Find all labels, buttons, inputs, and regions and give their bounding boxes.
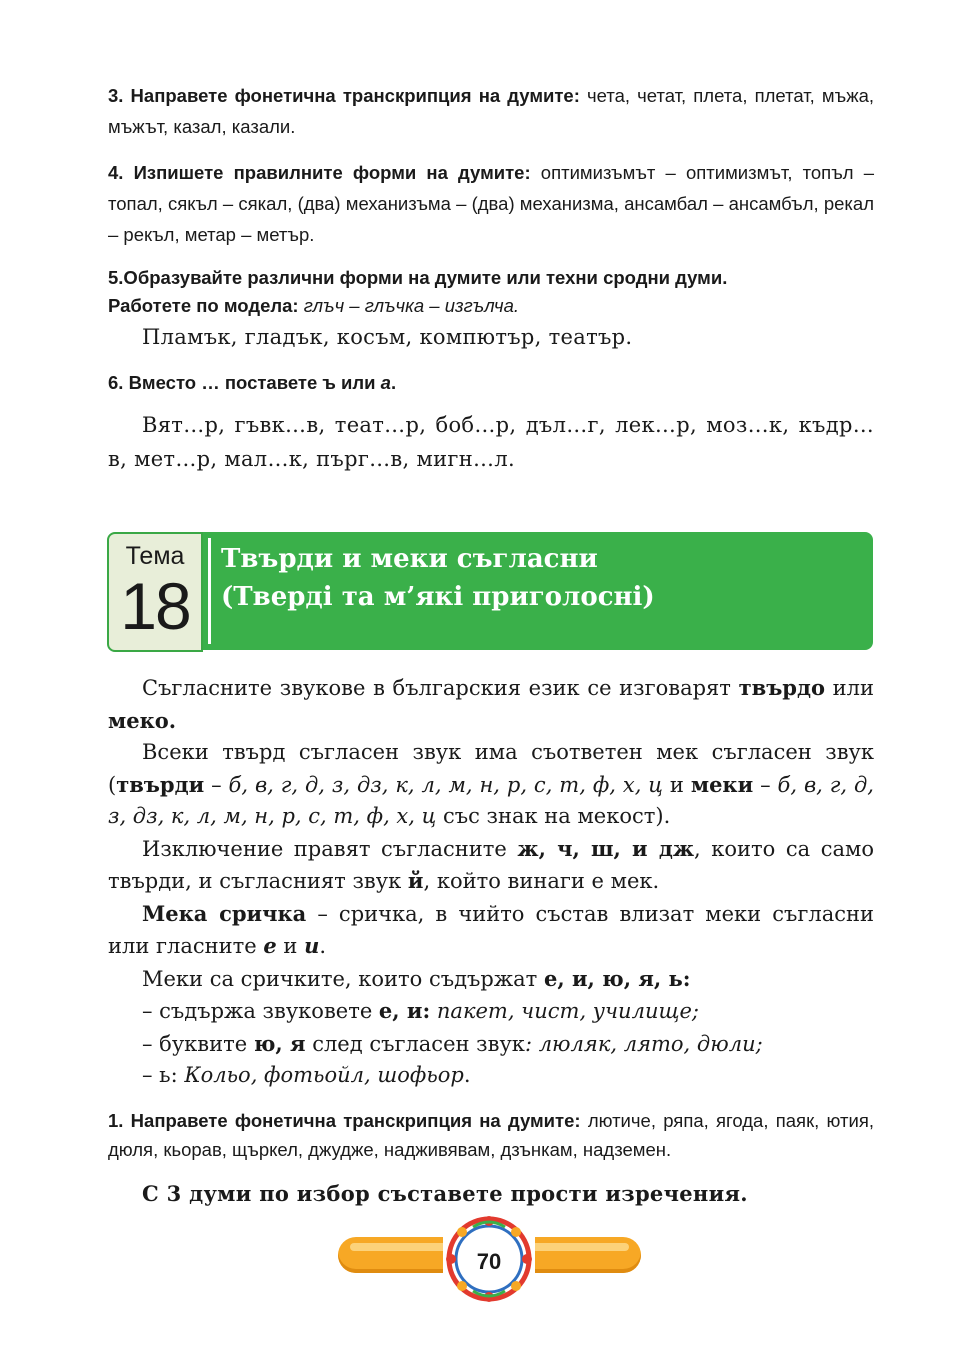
topic-word: Тема <box>125 542 185 570</box>
theory-text-span: Изключение правят съгласните <box>142 836 518 861</box>
theory-paragraph-1 <box>108 672 874 737</box>
theory-text-span: или <box>825 676 874 700</box>
theory-list-item-1 <box>108 995 874 1028</box>
task-5-model-label: Работете по модела: <box>108 295 299 316</box>
theory-text-span: . <box>463 1063 471 1087</box>
page-number: 70 <box>476 1249 502 1274</box>
task-4 <box>108 157 874 250</box>
theory-text <box>108 672 874 1092</box>
theory-paragraph-2 <box>108 737 874 833</box>
theory-paragraph-3 <box>108 833 874 898</box>
theory-italic-span: б, в, г, д, з, дз, к, л, м, н, р, с, т, ф, х, ц <box>228 772 663 797</box>
theory-text-span: – сричка, в чийто състав влизат меки съгласни или гласните <box>108 901 874 958</box>
task-3-text: чета, четат, плета, плетат, мъжа, мъжът, казал, казали. <box>108 85 874 137</box>
theory-text-span: със знак на мекост). <box>436 804 671 828</box>
theory-bold-span: твърди <box>116 771 205 797</box>
exercise-1 <box>108 1106 874 1164</box>
task-6-letter: а <box>380 372 391 393</box>
theory-text-span: , който винаги е мек. <box>423 869 660 893</box>
task-6-label-end: . <box>390 372 397 393</box>
theory-list-item-3 <box>108 1060 874 1092</box>
theory-italic-span: Кольо, фотьойл, шофьор <box>184 1063 464 1087</box>
task-3-label: 3. Направете фонетична транскрипция на думите: <box>108 85 580 106</box>
topic-divider-line <box>208 538 211 644</box>
task-5-words: Пламък, гладък, косъм, компютър, театър. <box>142 325 633 349</box>
theory-bold-span: Мека сричка <box>142 900 307 926</box>
exercise-final: С 3 думи по избор съставете прости изречения. <box>142 1181 748 1206</box>
topic-title-bar <box>203 532 873 650</box>
theory-text-span: – ь: <box>142 1063 185 1087</box>
theory-bold-span: ж, ч, ш, и дж <box>517 835 695 861</box>
theory-text-span: и <box>276 934 305 958</box>
theory-bold-italic-span: е <box>263 933 277 958</box>
topic-number-box <box>107 532 203 652</box>
theory-text-span: – <box>204 772 229 797</box>
theory-text-span: , които са само твърди, и съгласният звук <box>108 836 874 893</box>
exercise-1-label: 1. Направете фонетична транскрипция на думите: <box>108 1110 581 1131</box>
task-6-label: 6. Вместо … поставете ъ или <box>108 372 376 393</box>
theory-bold-span: е, и, ю, я, ь: <box>543 965 691 991</box>
task-5 <box>108 264 874 320</box>
theory-text-span: . <box>319 934 327 958</box>
theory-text-span: – буквите <box>142 1031 254 1056</box>
task-4-label: 4. Изпишете правилните форми на думите: <box>108 162 531 183</box>
theory-bold-span: е, и: <box>378 998 431 1023</box>
theory-bold-span: й <box>407 868 424 893</box>
theory-italic-span: б, в, г, д, з, дз, к, л, м, н, р, с, т, ф, х, ц <box>108 772 874 828</box>
task-4-text: оптимизъмът – оптимизмът, топъл – топал, сякъл – сякал, (два) механизъма – (два) механизма, ансамбал – ансамбъл, рекал – рекъл, метар – метър. <box>108 162 874 245</box>
theory-text-span: и <box>662 772 691 797</box>
theory-bold-italic-span: и <box>304 933 320 958</box>
task-3 <box>108 80 874 142</box>
theory-bold-span: ю, я <box>253 1030 306 1056</box>
task-6-words: Вят…р, гъвк…в, теат…р, боб…р, дъл…г, лек…р, моз…к, къдр…в, мет…р, мал…к, пърг…в, мигн…л. <box>108 413 874 471</box>
theory-text-span: Съгласните звукове в българския език се изговарят <box>142 676 739 700</box>
theory-text-span: – <box>753 772 778 797</box>
topic-number: 18 <box>120 569 190 643</box>
theory-text-span: Всеки твърд съгласен звук има съответен мек съгласен звук ( <box>108 740 874 797</box>
topic-title-line-2: (Тверді та м’які приголосні) <box>221 582 655 612</box>
topic-header <box>107 532 873 650</box>
theory-italic-span: пакет, чист, училище; <box>430 999 699 1023</box>
exercise-1-text: лютиче, ряпа, ягода, паяк, ютия, дюля, кьорав, щъркел, джудже, надживявам, дзънкам, надземен. <box>108 1110 874 1160</box>
task-5-model-example: глъч – глъчка – изгълча. <box>298 295 520 316</box>
task-6 <box>108 367 874 398</box>
theory-text-span: след съгласен звук <box>305 1031 525 1056</box>
theory-bold-span: меки <box>690 771 754 797</box>
topic-title <box>221 540 861 616</box>
theory-text-span: Меки са сричките, които съдържат <box>142 966 544 991</box>
theory-text-span: – съдържа звуковете <box>142 999 379 1023</box>
theory-bold-span: меко. <box>108 707 177 733</box>
topic-title-line-1: Твърди и меки съгласни <box>221 544 598 574</box>
theory-paragraph-5 <box>108 963 874 996</box>
theory-italic-span: : люляк, лято, дюли; <box>524 1031 763 1056</box>
theory-list-item-2 <box>108 1028 874 1061</box>
theory-bold-span: твърдо <box>738 675 825 700</box>
task-5-label: 5.Образувайте различни форми на думите или техни сродни думи. <box>108 267 728 288</box>
theory-paragraph-4 <box>108 898 874 963</box>
